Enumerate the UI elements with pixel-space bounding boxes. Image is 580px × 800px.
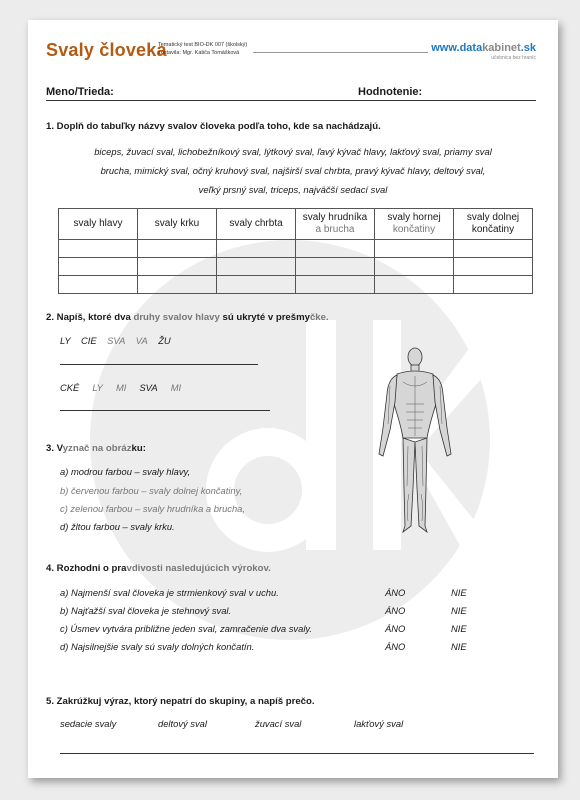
worksheet-page [28, 20, 558, 778]
table-cell[interactable] [59, 276, 138, 294]
col-head-label: svaly dolnej [466, 212, 520, 223]
table-cell[interactable] [375, 240, 454, 258]
table-cell[interactable] [217, 258, 296, 276]
site-highlight: kabinet [482, 42, 521, 54]
question-5-title: 5. Zakrúžkuj výraz, ktorý nepatrí do skupiny, a napíš prečo. [46, 696, 315, 707]
syllable: VA [135, 335, 148, 346]
header-rule [253, 52, 428, 53]
table-cell[interactable] [375, 258, 454, 276]
answer-yes[interactable]: ÁNO [385, 623, 406, 634]
col-head-label: svaly hornej [387, 212, 441, 223]
syllable: CIE [81, 335, 97, 346]
col-head-svaly-hornej [375, 209, 454, 240]
table-cell[interactable] [138, 240, 217, 258]
syllable: CKÉ [60, 382, 80, 393]
q5-option[interactable]: sedacie svaly [60, 718, 117, 729]
col-head-svaly-chrbta [217, 209, 296, 240]
col-head-sublabel: a brucha [315, 224, 355, 235]
worksheet-title: Svaly človeka [46, 40, 167, 60]
statement-b: b) Najťažší sval človeka je stehnový sval. [60, 605, 232, 616]
site-suffix: .sk [520, 42, 536, 54]
site-link[interactable] [431, 42, 536, 54]
site-tagline: učebnica bez hraníc [491, 55, 536, 61]
q3-title-part: 3. V [46, 443, 63, 454]
word-bank-line: biceps, žuvací sval, lichobežníkový sval, lýtkový sval, ľavý kývač hlavy, lakťový sval, priamy sval [94, 146, 492, 157]
statement-d: d) Najsilnejšie svaly sú svaly dolných končatín. [60, 641, 255, 652]
site-prefix: www.data [431, 42, 483, 54]
answer-line-reason[interactable] [60, 753, 534, 754]
scramble-1 [60, 335, 171, 346]
table-cell[interactable] [217, 240, 296, 258]
test-code: Tematický test BIO-DK 007 (školský) [158, 42, 248, 48]
syllable: LY [60, 335, 71, 346]
q2-title-part: čke. [309, 312, 329, 323]
color-option-d: d) žltou farbou – svaly krku. [60, 521, 175, 532]
statement-a: a) Najmenší sval človeka je strmienkový sval v uchu. [60, 587, 279, 598]
answer-no[interactable]: NIE [451, 587, 467, 598]
col-head-svaly-krku [138, 209, 217, 240]
q5-option[interactable]: lakťový sval [354, 718, 404, 729]
dk-watermark-logo [28, 20, 558, 778]
table-cell[interactable] [454, 258, 533, 276]
q4-title-part: vdivosti nasledujúcich výrokov. [126, 563, 271, 574]
col-head-label: svaly krku [154, 218, 200, 229]
table-row [59, 240, 533, 258]
col-head-svaly-hlavy [59, 209, 138, 240]
test-meta [158, 42, 247, 57]
answer-no[interactable]: NIE [451, 605, 467, 616]
table-row [59, 258, 533, 276]
col-head-label: svaly hlavy [73, 218, 123, 229]
answer-line-1[interactable] [60, 364, 258, 365]
word-bank-line: veľký prsný sval, triceps, najväčší sedací sval [198, 184, 388, 195]
table-cell[interactable] [375, 276, 454, 294]
q3-title-part: yznač na obráz [62, 443, 132, 454]
q2-title-part: druhy svalov hlavy [133, 312, 220, 323]
grade-label: Hodnotenie: [358, 86, 423, 98]
q3-title-part: ku: [131, 443, 146, 454]
q2-title-part: 2. Napíš, ktoré dva [46, 312, 134, 323]
syllable: MI [115, 382, 127, 393]
table-cell[interactable] [217, 276, 296, 294]
table-row [59, 276, 533, 294]
color-option-a: a) modrou farbou – svaly hlavy, [60, 466, 191, 477]
syllable: SVA [107, 335, 126, 346]
answer-no[interactable]: NIE [451, 623, 467, 634]
col-head-label: svaly chrbta [229, 218, 283, 229]
answer-line-2[interactable] [60, 410, 270, 411]
table-cell[interactable] [59, 240, 138, 258]
answer-no[interactable]: NIE [451, 641, 467, 652]
table-cell[interactable] [138, 258, 217, 276]
col-head-svaly-hrudnika [296, 209, 375, 240]
table-cell[interactable] [138, 276, 217, 294]
col-head-sublabel: končatiny [392, 224, 436, 235]
q2-title-part: sú ukryté v prešmy [219, 312, 310, 323]
answer-yes[interactable]: ÁNO [385, 641, 406, 652]
name-class-label: Meno/Trieda: [46, 86, 114, 98]
table-cell[interactable] [454, 276, 533, 294]
table-cell[interactable] [296, 240, 375, 258]
name-rule [46, 100, 536, 101]
syllable: MI [170, 382, 182, 393]
table-cell[interactable] [296, 258, 375, 276]
col-head-sublabel: končatiny [471, 224, 515, 235]
question-3-title [46, 443, 146, 454]
question-4-title [46, 563, 271, 574]
table-cell[interactable] [59, 258, 138, 276]
table-header-row [59, 209, 533, 240]
question-2-title [46, 312, 329, 323]
syllable: SVA [139, 382, 158, 393]
word-bank [50, 142, 536, 199]
syllable: ŽU [158, 335, 171, 346]
answer-yes[interactable]: ÁNO [385, 605, 406, 616]
col-head-svaly-dolnej [454, 209, 533, 240]
test-author: zostavila: Mgr. Katiča Tomášková [158, 49, 240, 56]
muscle-table [58, 208, 533, 294]
syllable: LY [92, 382, 103, 393]
muscle-figure[interactable] [373, 346, 458, 541]
q4-title-part: 4. Rozhodni o pra [46, 563, 127, 574]
q5-option[interactable]: deltový sval [158, 718, 207, 729]
statement-c: c) Úsmev vytvára približne jeden sval, zamračenie dva svaly. [60, 623, 313, 634]
col-head-label: svaly hrudníka [302, 212, 368, 223]
scramble-2 [60, 382, 181, 393]
table-cell[interactable] [454, 240, 533, 258]
question-1-title: 1. Doplň do tabuľky názvy svalov človeka podľa toho, kde sa nachádzajú. [46, 121, 381, 132]
color-option-c: c) zelenou farbou – svaly hrudníka a brucha, [60, 503, 246, 514]
word-bank-line: brucha, mimický sval, očný kruhový sval, najširší sval chrbta, pravý kývač hlavy, deltový sval, [100, 165, 486, 176]
color-option-b: b) červenou farbou – svaly dolnej končatiny, [60, 485, 243, 496]
q5-option[interactable]: žuvací sval [255, 718, 302, 729]
answer-yes[interactable]: ÁNO [385, 587, 406, 598]
table-cell[interactable] [296, 276, 375, 294]
